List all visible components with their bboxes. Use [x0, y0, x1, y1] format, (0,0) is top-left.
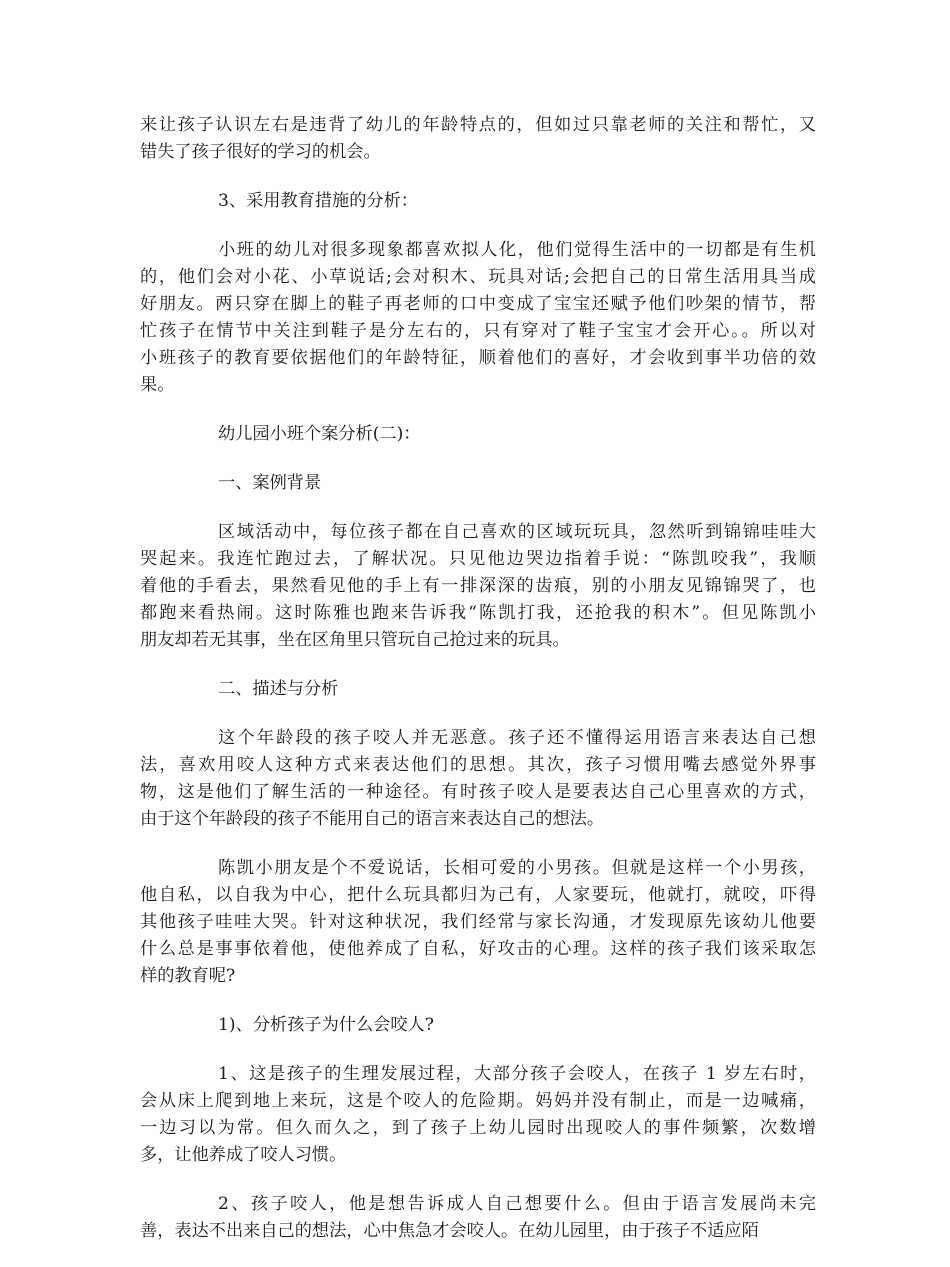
text-line: 1、这是孩子的生理发展过程，大部分孩子会咬人，在孩子 1 岁左右时， [218, 1064, 816, 1084]
text-line: 忙孩子在情节中关注到鞋子是分左右的，只有穿对了鞋子宝宝才会开心。。所以对 [140, 321, 816, 341]
text-line: 小班孩子的教育要依据他们的年龄特征，顺着他们的喜好，才会收到事半功倍的效 [140, 348, 816, 368]
text-line: 1)、分析孩子为什么会咬人? [218, 1015, 434, 1035]
paragraph-p9 [140, 855, 816, 990]
paragraph-p2 [140, 188, 816, 215]
paragraph-p10 [140, 1012, 816, 1039]
text-line: 幼儿园小班个案分析(二)： [218, 424, 421, 444]
text-line: 这个年龄段的孩子咬人并无恶意。孩子还不懂得运用语言来表达自己想 [218, 728, 816, 748]
text-line: 样的教育呢? [140, 966, 236, 986]
text-line: 错失了孩子很好的学习的机会。 [140, 142, 381, 162]
text-line: 哭起来。我连忙跑过去，了解状况。只见他边哭边指着手说：“陈凯咬我”，我顺 [140, 549, 816, 569]
text-line: 一、案例背景 [218, 473, 322, 493]
text-line: 多，让他养成了咬人习惯。 [140, 1145, 347, 1165]
paragraph-p11 [140, 1061, 816, 1169]
paragraph-p6 [140, 519, 816, 654]
text-line: 朋友却若无其事，坐在区角里只管玩自己抢过来的玩具。 [140, 630, 570, 650]
text-line: 法，喜欢用咬人这种方式来表达他们的思想。其次，孩子习惯用嘴去感觉外界事 [140, 755, 816, 775]
text-line: 来让孩子认识左右是违背了幼儿的年龄特点的，但如过只靠老师的关注和帮忙，又 [140, 115, 816, 135]
text-line: 二、描述与分析 [218, 679, 339, 699]
paragraph-p12 [140, 1191, 816, 1245]
text-line: 着他的手看去，果然看见他的手上有一排深深的齿痕，别的小朋友见锦锦哭了，也 [140, 576, 816, 596]
text-line: 的，他们会对小花、小草说话;会对积木、玩具对话;会把自己的日常生活用具当成 [140, 267, 816, 287]
paragraph-p4 [140, 421, 816, 448]
text-line: 区域活动中，每位孩子都在自己喜欢的区域玩玩具，忽然听到锦锦哇哇大 [218, 522, 816, 542]
text-line: 什么总是事事依着他，使他养成了自私，好攻击的心理。这样的孩子我们该采取怎 [140, 939, 816, 959]
document-body [140, 112, 816, 1267]
text-line: 好朋友。两只穿在脚上的鞋子再老师的口中变成了宝宝还赋予他们吵架的情节，帮 [140, 294, 816, 314]
text-line: 一边习以为常。但久而久之，到了孩子上幼儿园时出现咬人的事件频繁，次数增 [140, 1118, 816, 1138]
text-line: 果。 [140, 375, 175, 395]
paragraph-p1 [140, 112, 816, 166]
text-line: 陈凯小朋友是个不爱说话，长相可爱的小男孩。但就是这样一个小男孩， [218, 858, 816, 878]
paragraph-p3 [140, 237, 816, 399]
text-line: 其他孩子哇哇大哭。针对这种状况，我们经常与家长沟通，才发现原先该幼儿他要 [140, 912, 816, 932]
text-line: 3、采用教育措施的分析： [218, 191, 418, 211]
text-line: 2、孩子咬人，他是想告诉成人自己想要什么。但由于语言发展尚未完 [218, 1194, 816, 1214]
paragraph-p5 [140, 470, 816, 497]
text-line: 会从床上爬到地上来玩，这是个咬人的危险期。妈妈并没有制止，而是一边喊痛， [140, 1091, 816, 1111]
text-line: 善，表达不出来自己的想法，心中焦急才会咬人。在幼儿园里，由于孩子不适应陌 [140, 1221, 759, 1241]
text-line: 由于这个年龄段的孩子不能用自己的语言来表达自己的想法。 [140, 809, 605, 829]
paragraph-p8 [140, 725, 816, 833]
text-line: 他自私，以自我为中心，把什么玩具都归为己有，人家要玩，他就打，就咬，吓得 [140, 885, 816, 905]
text-line: 都跑来看热闹。这时陈雅也跑来告诉我“陈凯打我，还抢我的积木”。但见陈凯小 [140, 603, 816, 623]
text-line: 小班的幼儿对很多现象都喜欢拟人化，他们觉得生活中的一切都是有生机 [218, 240, 816, 260]
paragraph-p7 [140, 676, 816, 703]
text-line: 物，这是他们了解生活的一种途径。有时孩子咬人是要表达自己心里喜欢的方式， [140, 782, 816, 802]
